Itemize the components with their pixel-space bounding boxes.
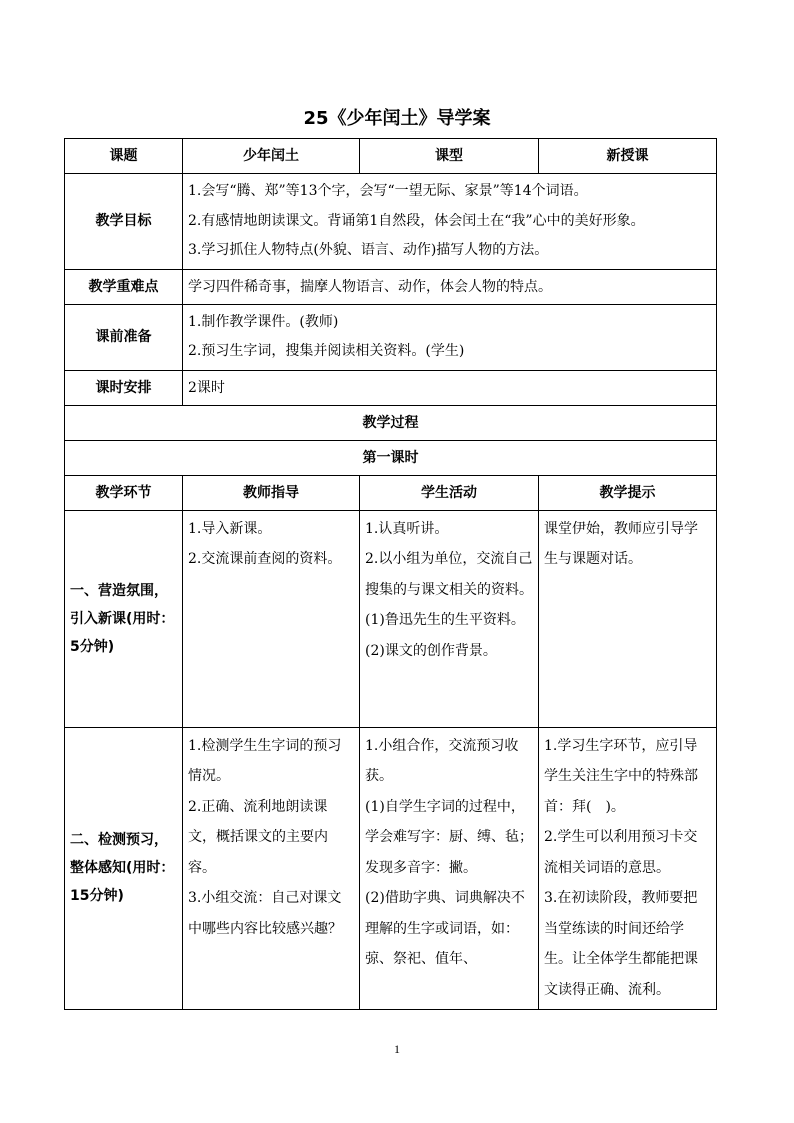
teacher-item: 2.交流课前查阅的资料。	[188, 551, 342, 567]
process-title: 教学过程	[65, 405, 717, 440]
schedule-label: 课时安排	[65, 370, 183, 405]
student-item: (1)自学生字词的过程中，学会难写字：厨、缚、毡；发现多音字：撇。	[365, 798, 533, 876]
goal-item: 1.会写“腾、郑”等13个字，会写“一望无际、家景”等14个词语。	[188, 183, 588, 199]
schedule-row	[65, 370, 717, 405]
column-header: 教师指导	[183, 475, 360, 510]
key-points-label: 教学重难点	[65, 269, 183, 304]
stage-row	[65, 510, 717, 727]
lesson-plan-table	[64, 138, 717, 1010]
lesson-title: 第一课时	[65, 440, 717, 475]
student-item: (1)鲁迅先生的生平资料。	[365, 612, 525, 628]
type-value: 新授课	[539, 139, 717, 174]
tip-item: 1.学习生字环节，应引导学生关注生字中的特殊部首：拜( )。	[544, 737, 698, 815]
preparation-label: 课前准备	[65, 304, 183, 370]
column-header-row	[65, 475, 717, 510]
goal-item: 3.学习抓住人物特点(外貌、语言、动作)描写人物的方法。	[188, 242, 549, 258]
student-item: (2)借助字典、词典解决不理解的生字或词语，如：弶、祭祀、值年、	[365, 890, 525, 967]
column-header: 学生活动	[360, 475, 539, 510]
student-activity	[360, 727, 539, 1009]
column-header: 教学环节	[65, 475, 183, 510]
header-row	[65, 139, 717, 174]
goals-content	[183, 174, 717, 270]
tip-item: 3.在初读阶段，教师要把当堂练读的时间还给学生。让全体学生都能把课文读得正确、流利。	[544, 890, 698, 998]
key-points-text: 学习四件稀奇事，揣摩人物语言、动作，体会人物的特点。	[183, 269, 717, 304]
preparation-content	[183, 304, 717, 370]
student-item: 1.认真听讲。	[365, 520, 449, 537]
schedule-text: 2课时	[183, 370, 717, 405]
teaching-tips	[539, 727, 717, 1009]
lesson-title-row	[65, 440, 717, 475]
goals-row	[65, 174, 717, 270]
process-title-row	[65, 405, 717, 440]
preparation-item: 2.预习生字词，搜集并阅读相关资料。(学生)	[188, 343, 465, 359]
student-item: 2.以小组为单位，交流自己搜集的与课文相关的资料。	[365, 551, 533, 598]
tip-item: 课堂伊始，教师应引导学生与课题对话。	[544, 520, 698, 567]
stage-row	[65, 727, 717, 1009]
column-header: 教学提示	[539, 475, 717, 510]
teacher-item: 2.正确、流利地朗读课文，概括课文的主要内容。	[188, 798, 328, 876]
topic-label: 课题	[65, 139, 183, 174]
goals-label: 教学目标	[65, 174, 183, 270]
teaching-tips	[539, 510, 717, 727]
teacher-item: 3.小组交流：自己对课文中哪些内容比较感兴趣？	[188, 890, 342, 937]
page-number: 1	[394, 1042, 400, 1056]
goal-item: 2.有感情地朗读课文。背诵第1自然段，体会闰土在“我”心中的美好形象。	[188, 212, 645, 229]
key-points-row	[65, 269, 717, 304]
student-item: (2)课文的创作背景。	[365, 642, 497, 659]
student-activity	[360, 510, 539, 727]
tip-item: 2.学生可以利用预习卡交流相关词语的意思。	[544, 829, 698, 876]
topic-value: 少年闰土	[183, 139, 360, 174]
type-label: 课型	[360, 139, 539, 174]
document-title: 25《少年闰土》导学案	[303, 108, 491, 129]
preparation-item: 1.制作教学课件。(教师)	[188, 313, 339, 330]
teacher-item: 1.导入新课。	[188, 520, 272, 537]
stage-name: 二、检测预习，整体感知(用时：15分钟)	[65, 727, 183, 1009]
teacher-item: 1.检测学生生字词的预习情况。	[188, 737, 342, 784]
preparation-row	[65, 304, 717, 370]
teacher-guidance	[183, 510, 360, 727]
stage-name: 一、营造氛围，引入新课(用时：5分钟)	[65, 510, 183, 727]
student-item: 1.小组合作，交流预习收获。	[365, 737, 519, 784]
teacher-guidance	[183, 727, 360, 1009]
